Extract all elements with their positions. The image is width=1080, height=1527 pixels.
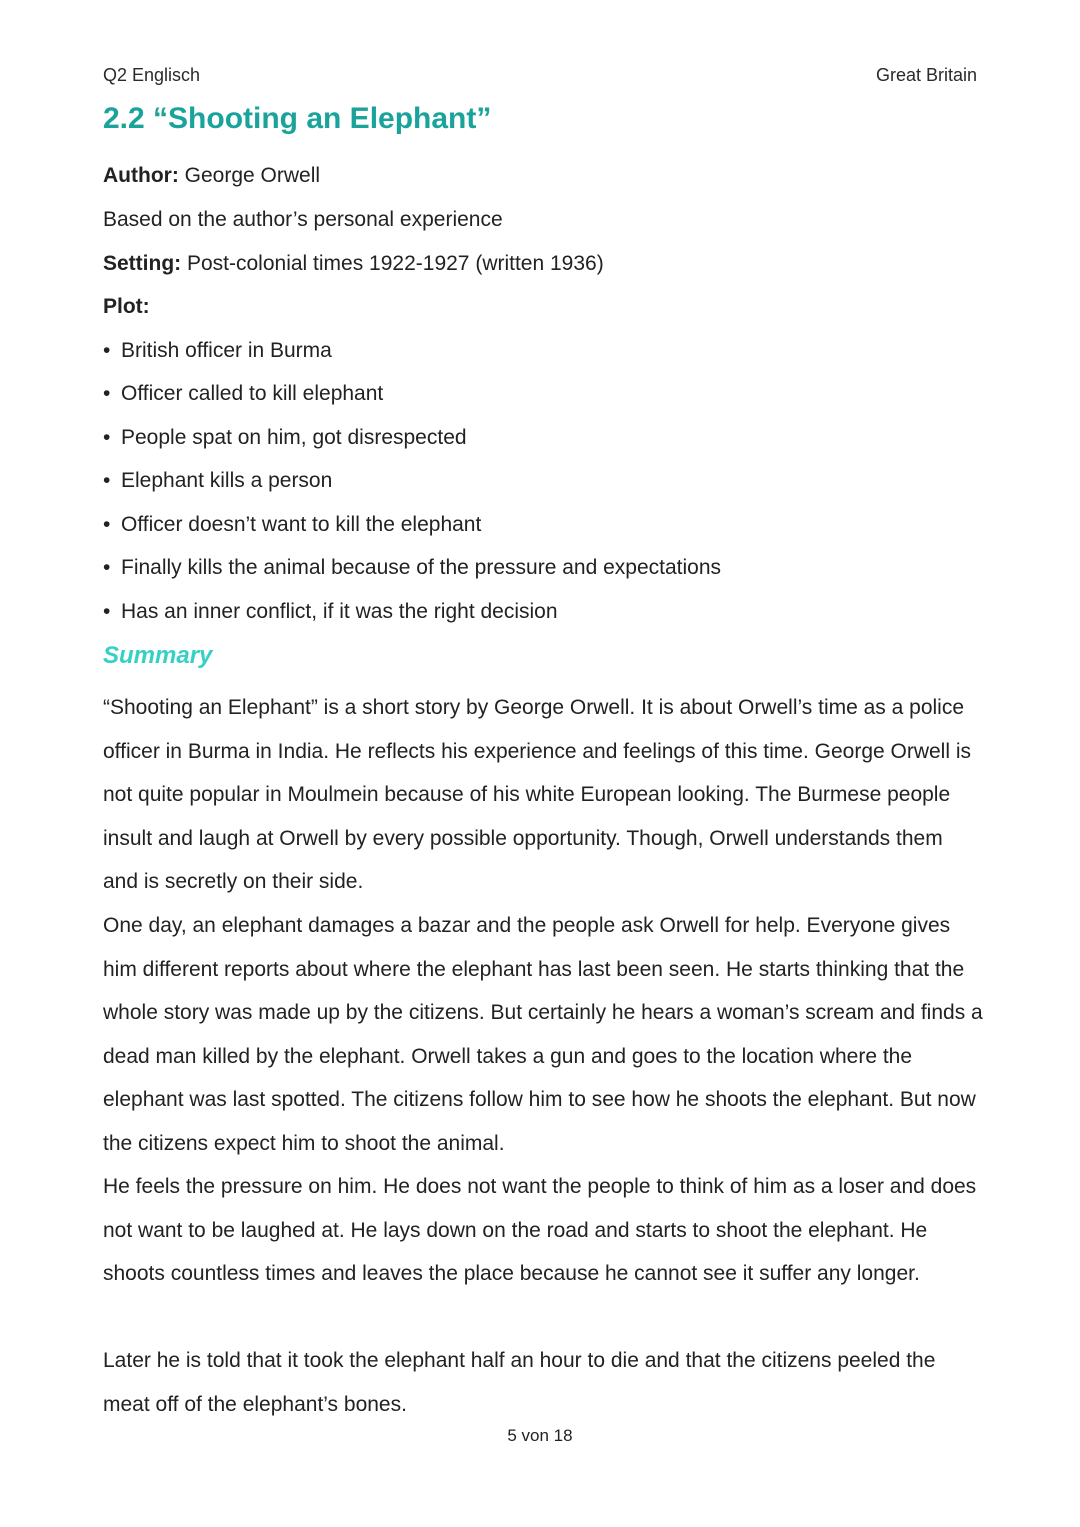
author-value: George Orwell (178, 164, 321, 187)
plot-label: Plot: (103, 295, 150, 318)
setting-value: Post-colonial times 1922-1927 (written 1936) (181, 252, 604, 275)
summary-heading: Summary (103, 642, 213, 669)
list-item: • Officer doesn’t want to kill the elephant (103, 511, 481, 539)
bullet-icon: • (103, 513, 111, 536)
bullet-icon: • (103, 556, 111, 579)
summary-paragraph-4: Later he is told that it took the elephant half an hour to die and that the citizens peeled the meat off of the elephant’s bones. (103, 1349, 936, 1416)
setting-label: Setting: (103, 252, 182, 275)
bullet-icon: • (103, 382, 111, 405)
header-course: Q2 Englisch (103, 65, 201, 85)
summary-paragraph-2: One day, an elephant damages a bazar and the people ask Orwell for help. Everyone gives him different reports about where the elephant has last been seen. He starts thinking that the whole story was made up by the citizens. But certainly he hears a woman’s scream and finds a dead man killed by the elephant. Orwell takes a gun and goes to the location where the elephant was last spotted. The citizens follow him to see how he shoots the elephant. But now the citizens expect him to shoot the animal. (103, 914, 983, 1155)
bullet-icon: • (103, 339, 111, 362)
list-item: • Has an inner conflict, if it was the right decision (103, 598, 558, 626)
page-number: 5 von 18 (507, 1426, 573, 1445)
author-label: Author: (103, 164, 179, 187)
based-on-line: Based on the author’s personal experience (103, 208, 503, 231)
list-item: • British officer in Burma (103, 337, 332, 365)
list-item: • Elephant kills a person (103, 467, 332, 495)
list-item: • Officer called to kill elephant (103, 380, 383, 408)
bullet-icon: • (103, 600, 111, 623)
summary-paragraph-3: He feels the pressure on him. He does not want the people to think of him as a loser and does not want to be laughed at. He lays down on the road and starts to shoot the elephant. He shoots countless times and leaves the place because he cannot see it suffer any longer. (103, 1175, 977, 1286)
bullet-icon: • (103, 426, 111, 449)
list-item: • Finally kills the animal because of the pressure and expectations (103, 554, 721, 582)
section-title: 2.2 “Shooting an Elephant” (103, 102, 492, 135)
bullet-icon: • (103, 469, 111, 492)
summary-paragraph-1: “Shooting an Elephant” is a short story by George Orwell. It is about Orwell’s time as a police officer in Burma in India. He reflects his experience and feelings of this time. George Orwell is not quite popular in Moulmein because of his white European looking. The Burmese people insult and laugh at Orwell by every possible opportunity. Though, Orwell understands them and is secretly on their side. (103, 696, 972, 894)
header-topic: Great Britain (875, 65, 977, 85)
author-line (103, 162, 320, 190)
list-item: • People spat on him, got disrespected (103, 424, 467, 452)
setting-line (103, 250, 604, 278)
